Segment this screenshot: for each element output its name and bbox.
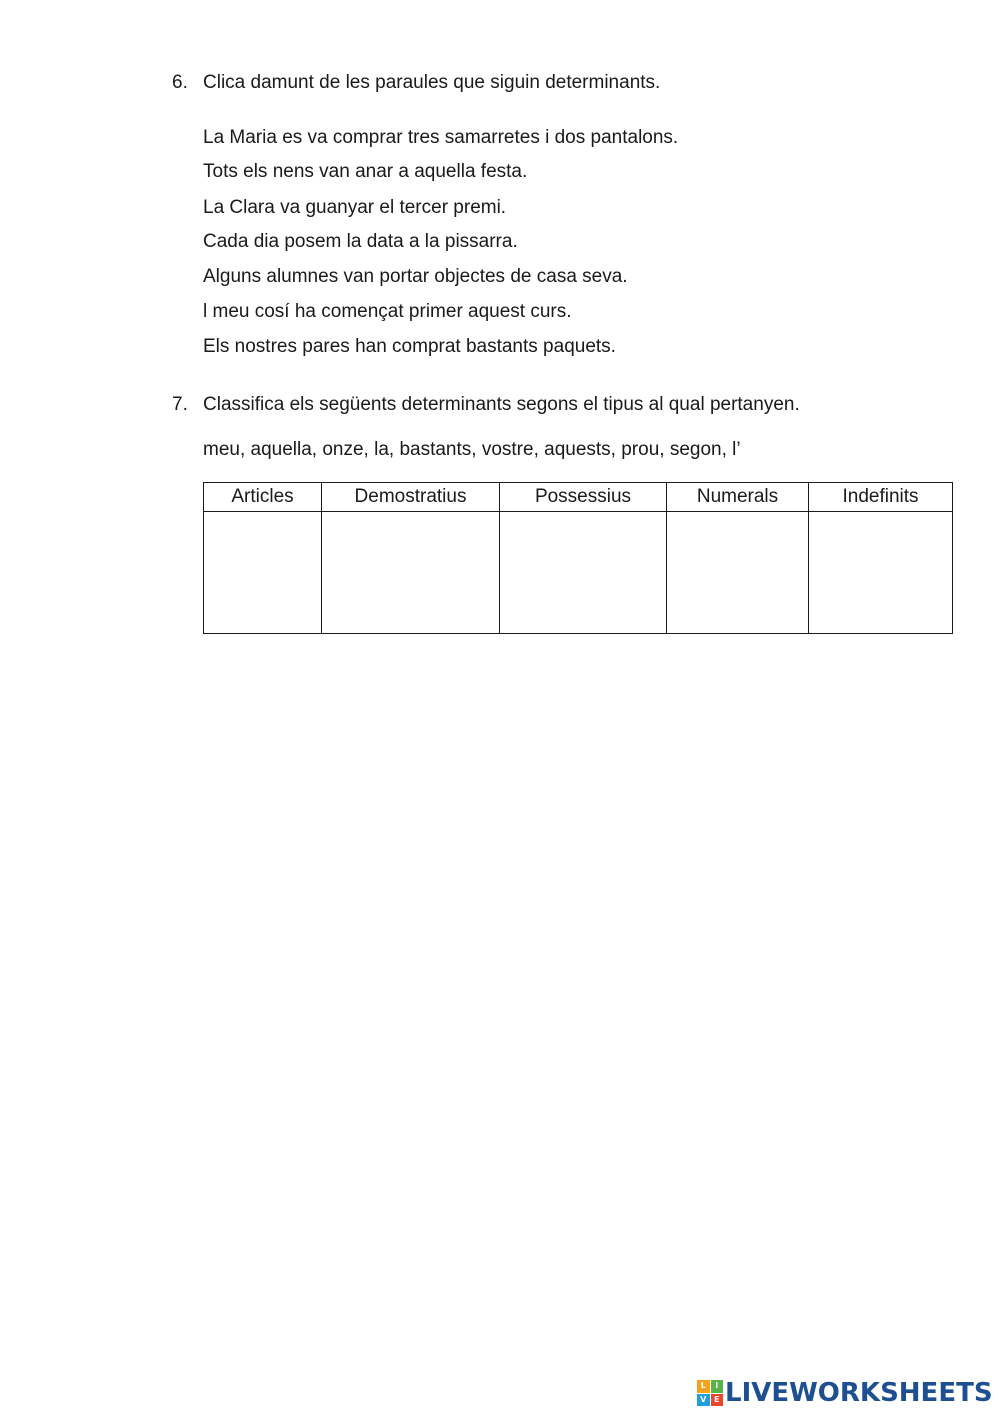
logo-mark-l: L xyxy=(697,1380,710,1393)
sentence-7[interactable]: Els nostres pares han comprat bastants paquets. xyxy=(203,336,616,357)
question-6-number: 6. xyxy=(172,72,188,93)
classification-table xyxy=(203,482,953,634)
sentence-1[interactable]: La Maria es va comprar tres samarretes i dos pantalons. xyxy=(203,127,679,148)
logo-text: LIVEWORKSHEETS xyxy=(725,1378,993,1408)
table-header-row xyxy=(204,483,953,512)
table-answer-row xyxy=(204,512,953,634)
question-6-instruction: Clica damunt de les paraules que siguin determinants. xyxy=(203,72,661,93)
question-6-heading xyxy=(172,71,660,95)
question-7-heading xyxy=(172,393,800,417)
logo-mark-e: E xyxy=(711,1394,724,1407)
liveworksheets-logo xyxy=(697,1378,993,1408)
sentence-4[interactable]: Cada dia posem la data a la pissarra. xyxy=(203,231,518,252)
question-7-instruction: Classifica els següents determinants segons el tipus al qual pertanyen. xyxy=(203,394,800,415)
header-articles: Articles xyxy=(204,483,322,512)
determiner-word-list: meu, aquella, onze, la, bastants, vostre, aquests, prou, segon, l’ xyxy=(203,439,741,460)
question-7-number: 7. xyxy=(172,394,188,415)
logo-mark-v: V xyxy=(697,1394,710,1407)
drop-zone-indefinits[interactable] xyxy=(809,512,953,634)
sentence-5[interactable]: Alguns alumnes van portar objectes de casa seva. xyxy=(203,266,628,287)
sentence-3[interactable]: La Clara va guanyar el tercer premi. xyxy=(203,197,507,218)
drop-zone-articles[interactable] xyxy=(204,512,322,634)
logo-mark-i: I xyxy=(711,1380,724,1393)
liveworksheets-logo-icon xyxy=(697,1380,723,1406)
header-possessius: Possessius xyxy=(500,483,667,512)
header-demostratius: Demostratius xyxy=(322,483,500,512)
header-indefinits: Indefinits xyxy=(809,483,953,512)
drop-zone-numerals[interactable] xyxy=(667,512,809,634)
sentence-2[interactable]: Tots els nens van anar a aquella festa. xyxy=(203,161,528,182)
drop-zone-demostratius[interactable] xyxy=(322,512,500,634)
drop-zone-possessius[interactable] xyxy=(500,512,667,634)
header-numerals: Numerals xyxy=(667,483,809,512)
sentence-6[interactable]: l meu cosí ha començat primer aquest curs. xyxy=(203,301,572,322)
